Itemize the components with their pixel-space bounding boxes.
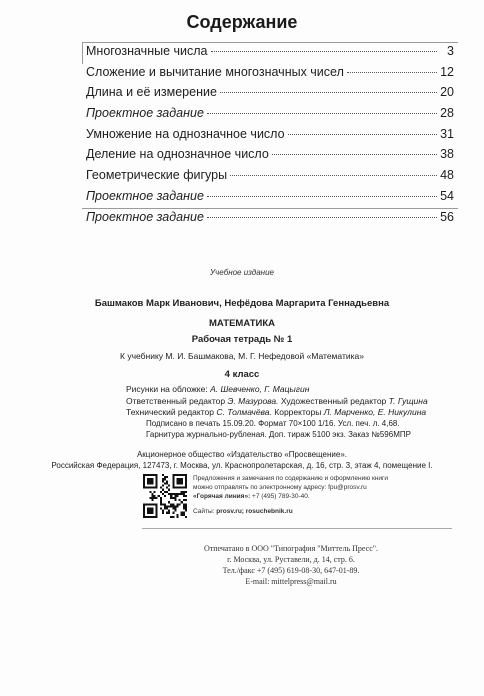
sites: Сайты: prosv.ru; rosuchebnik.ru: [193, 508, 293, 515]
toc-leader-dots: [288, 134, 437, 135]
toc-frame-left: [82, 42, 83, 64]
authors: Башмаков Марк Иванович, Нефёдова Маргарита Геннадьевна: [94, 298, 390, 309]
toc-entry-page: 12: [440, 64, 454, 79]
printer-info: Отпечатано в ООО "Типография "Миттель Пресс". г. Москва, ул. Руставели, д. 14, стр. 6. Тел./факс +7 (495) 619-08-30, 647-01-89. E-mail: mittelpress@mail.ru: [203, 544, 379, 586]
toc-entry: [86, 85, 454, 106]
toc-entry-title: Сложение и вычитание многозначных чисел: [86, 64, 344, 79]
toc-title: Содержание: [186, 12, 298, 32]
contacts: Предложения и замечания по содержанию и оформлению книги можно отправлять по электронному адресу: fpu@prosv.ru «Горячая линия»: +7 (495) 789-30-40.: [193, 475, 389, 500]
toc-leader-dots: [347, 72, 437, 73]
editor-credits: Ответственный редактор Э. Мазурова. Художественный редактор Т. Гущина: [126, 395, 428, 406]
toc-entry-page: 3: [447, 44, 454, 58]
textbook-reference: К учебнику М. И. Башмакова, М. Г. Нефедовой «Математика»: [120, 351, 364, 361]
toc-leader-dots: [230, 175, 437, 176]
qr-code-icon: [143, 474, 187, 518]
print-info: Подписано в печать 15.09.20. Формат 70×100 1/16. Усл. печ. л. 4,68. Гарнитура журнально-рубленая. Доп. тираж 5100 экз. Заказ №596МПР: [146, 419, 411, 439]
toc-entry-page: 28: [440, 106, 454, 121]
toc-leader-dots: [207, 217, 437, 218]
toc-entry-page: 38: [440, 147, 454, 162]
toc-entry: [86, 210, 454, 231]
toc-entry-title: Деление на однозначное число: [86, 147, 269, 162]
publisher: Акционерное общество «Издательство «Просвещение». Российская Федерация, 127473, г. Москва, ул. Краснопролетарская, д. 16, стр. 3, этаж 4, помещение I.: [51, 450, 433, 470]
toc-entry: [86, 189, 454, 210]
toc-entry: [86, 65, 454, 86]
toc-entry: [86, 127, 454, 148]
table-of-contents: [86, 44, 454, 230]
grade: 4 класс: [224, 369, 260, 380]
toc-leader-dots: [211, 51, 438, 52]
toc-leader-dots: [220, 92, 437, 93]
toc-entry-page: 48: [440, 168, 454, 183]
toc-entry-page: 31: [440, 126, 454, 141]
toc-entry-title: Геометрические фигуры: [86, 168, 228, 183]
toc-leader-dots: [207, 196, 437, 197]
separator: [142, 528, 452, 529]
toc-leader-dots: [272, 154, 437, 155]
toc-entry-title: Проектное задание: [86, 106, 204, 121]
book-title: МАТЕМАТИКА: [208, 318, 276, 329]
cover-credits: Рисунки на обложке: А. Шевченко, Г. Мацыгин: [126, 384, 310, 394]
toc-entry-title: Проектное задание: [86, 188, 204, 203]
toc-entry: [86, 147, 454, 168]
toc-entry-page: 20: [440, 85, 454, 100]
toc-frame-bottom: [82, 208, 458, 209]
toc-entry: [86, 44, 454, 65]
toc-entry-title: Проектное задание: [86, 209, 204, 224]
toc-entry-title: Многозначные числа: [86, 44, 208, 58]
tech-credits: Технический редактор С. Толмачёва. Корректоры Л. Марченко, Е. Никулина: [126, 407, 427, 417]
toc-leader-dots: [207, 113, 437, 114]
toc-entry-page: 56: [440, 209, 454, 224]
workbook-number: Рабочая тетрадь № 1: [191, 334, 293, 345]
toc-entry-page: 54: [440, 188, 454, 203]
toc-frame-top: [82, 42, 458, 43]
edition-type: Учебное издание: [210, 268, 274, 277]
toc-entry-title: Умножение на однозначное число: [86, 126, 285, 141]
toc-entry: [86, 106, 454, 127]
toc-entry-title: Длина и её измерение: [86, 85, 217, 100]
credits: [126, 384, 456, 419]
toc-entry: [86, 168, 454, 189]
